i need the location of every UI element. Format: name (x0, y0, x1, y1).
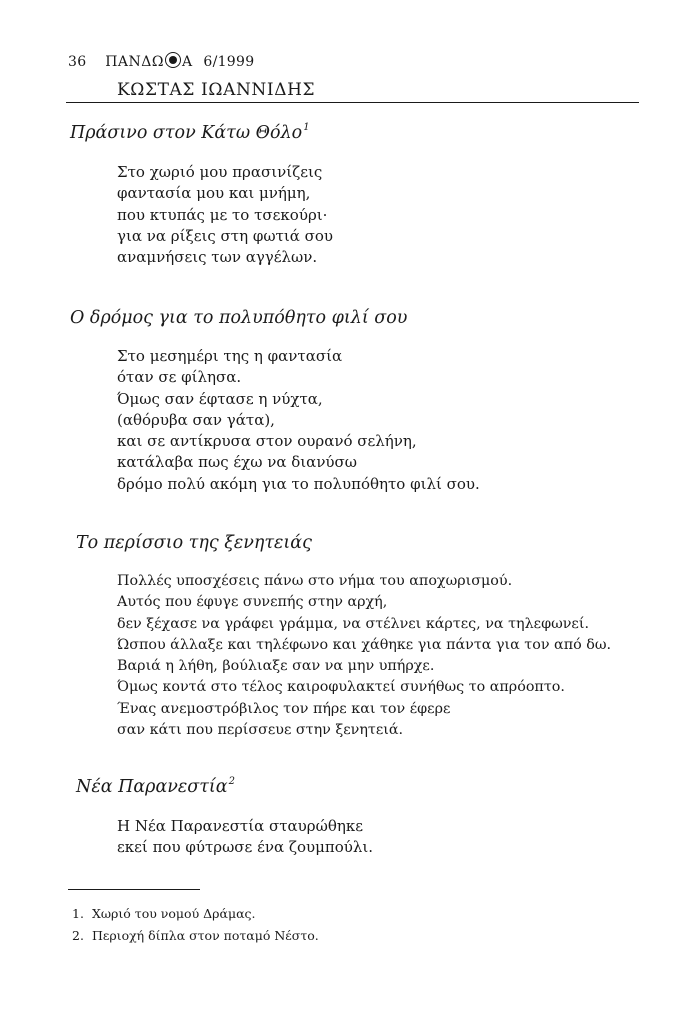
running-header (68, 52, 254, 70)
author-name: ΚΩΣΤΑΣ ΙΩΑΝΝΙΔΗΣ (117, 80, 316, 100)
poem-line: εκεί που φύτρωσε ένα ζουμπούλι. (117, 838, 374, 857)
poem-line: για να ρίξεις στη φωτιά σου (117, 226, 334, 245)
journal-logo-icon (165, 52, 181, 68)
poem-title-text: Πράσινο στον Κάτω Θόλο (70, 123, 303, 143)
poem-title (76, 776, 235, 797)
header-rule (66, 102, 639, 103)
poem-line: αναμνήσεις των αγγέλων. (117, 248, 318, 267)
poem-stanza (117, 162, 333, 268)
footnote-text: Περιοχή δίπλα στον ποταμό Νέστο. (91, 928, 319, 943)
footnotes (72, 903, 319, 947)
poem-title (70, 308, 407, 328)
page-number: 36 (68, 54, 87, 70)
poem-line: που κτυπάς με το τσεκούρι· (117, 205, 328, 224)
poem-line: κατάλαβα πως έχω να διανύσω (117, 453, 358, 472)
footnote-number: 1. (72, 906, 84, 921)
journal-name (105, 54, 192, 70)
poem-line: και σε αντίκρυσα στον ουρανό σελήνη, (117, 432, 417, 451)
footnote-mark: 1 (303, 122, 310, 133)
poem-line: Βαριά η λήθη, βούλιαξε σαν να μην υπήρχε. (117, 658, 435, 675)
poem-line: Στο χωριό μου πρασινίζεις (117, 163, 323, 181)
poem-stanza (117, 816, 373, 859)
poem-line: Όμως κοντά στο τέλος καιροφυλακτεί συνήθως το απρόοπτο. (117, 679, 565, 696)
poem-line: Στο μεσημέρι της η φαντασία (117, 347, 343, 365)
poem-title-text: Το περίσσιο της ξενητειάς (76, 533, 312, 553)
poem-title (76, 533, 312, 553)
poem-title-text: Ο δρόμος για το πολυπόθητο φιλί σου (70, 308, 408, 328)
footnote-item (72, 903, 319, 925)
poem-stanza (117, 571, 611, 741)
footnote-mark: 2 (228, 776, 235, 787)
poem-title-text: Νέα Παρανεστία (76, 777, 228, 797)
footnote-number: 2. (72, 928, 84, 943)
footnote-rule (68, 889, 200, 890)
poem-line: Η Νέα Παρανεστία σταυρώθηκε (117, 817, 364, 835)
journal-name-pre: ΠΑΝΔΩ (105, 54, 164, 70)
journal-name-post: Α (181, 54, 193, 70)
poem-line: φαντασία μου και μνήμη, (117, 184, 311, 203)
poem-line: Πολλές υποσχέσεις πάνω στο νήμα του αποχωρισμού. (117, 573, 513, 589)
footnote-text: Χωριό του νομού Δράμας. (91, 906, 256, 921)
poem-title (70, 122, 310, 143)
issue-number: 6/1999 (203, 54, 255, 70)
poem-line: (αθόρυβα σαν γάτα), (117, 410, 275, 429)
poem-line: Αυτός που έφυγε συνεπής στην αρχή, (117, 594, 388, 611)
poem-line: Ένας ανεμοστρόβιλος τον πήρε και τον έφερε (117, 700, 451, 717)
poem-line: δεν ξέχασε να γράφει γράμμα, να στέλνει κάρτες, να τηλεφωνεί. (117, 615, 589, 632)
footnote-item (72, 925, 319, 947)
poem-line: Ώσπου άλλαξε και τηλέφωνο και χάθηκε για πάντα για τον από δω. (117, 636, 612, 653)
poem-stanza (117, 346, 480, 495)
poem-line: δρόμο πολύ ακόμη για το πολυπόθητο φιλί σου. (117, 474, 480, 493)
poem-line: σαν κάτι που περίσσευε στην ξενητειά. (117, 722, 404, 739)
poem-line: όταν σε φίλησα. (117, 368, 242, 387)
poem-line: Όμως σαν έφτασε η νύχτα, (117, 389, 323, 408)
